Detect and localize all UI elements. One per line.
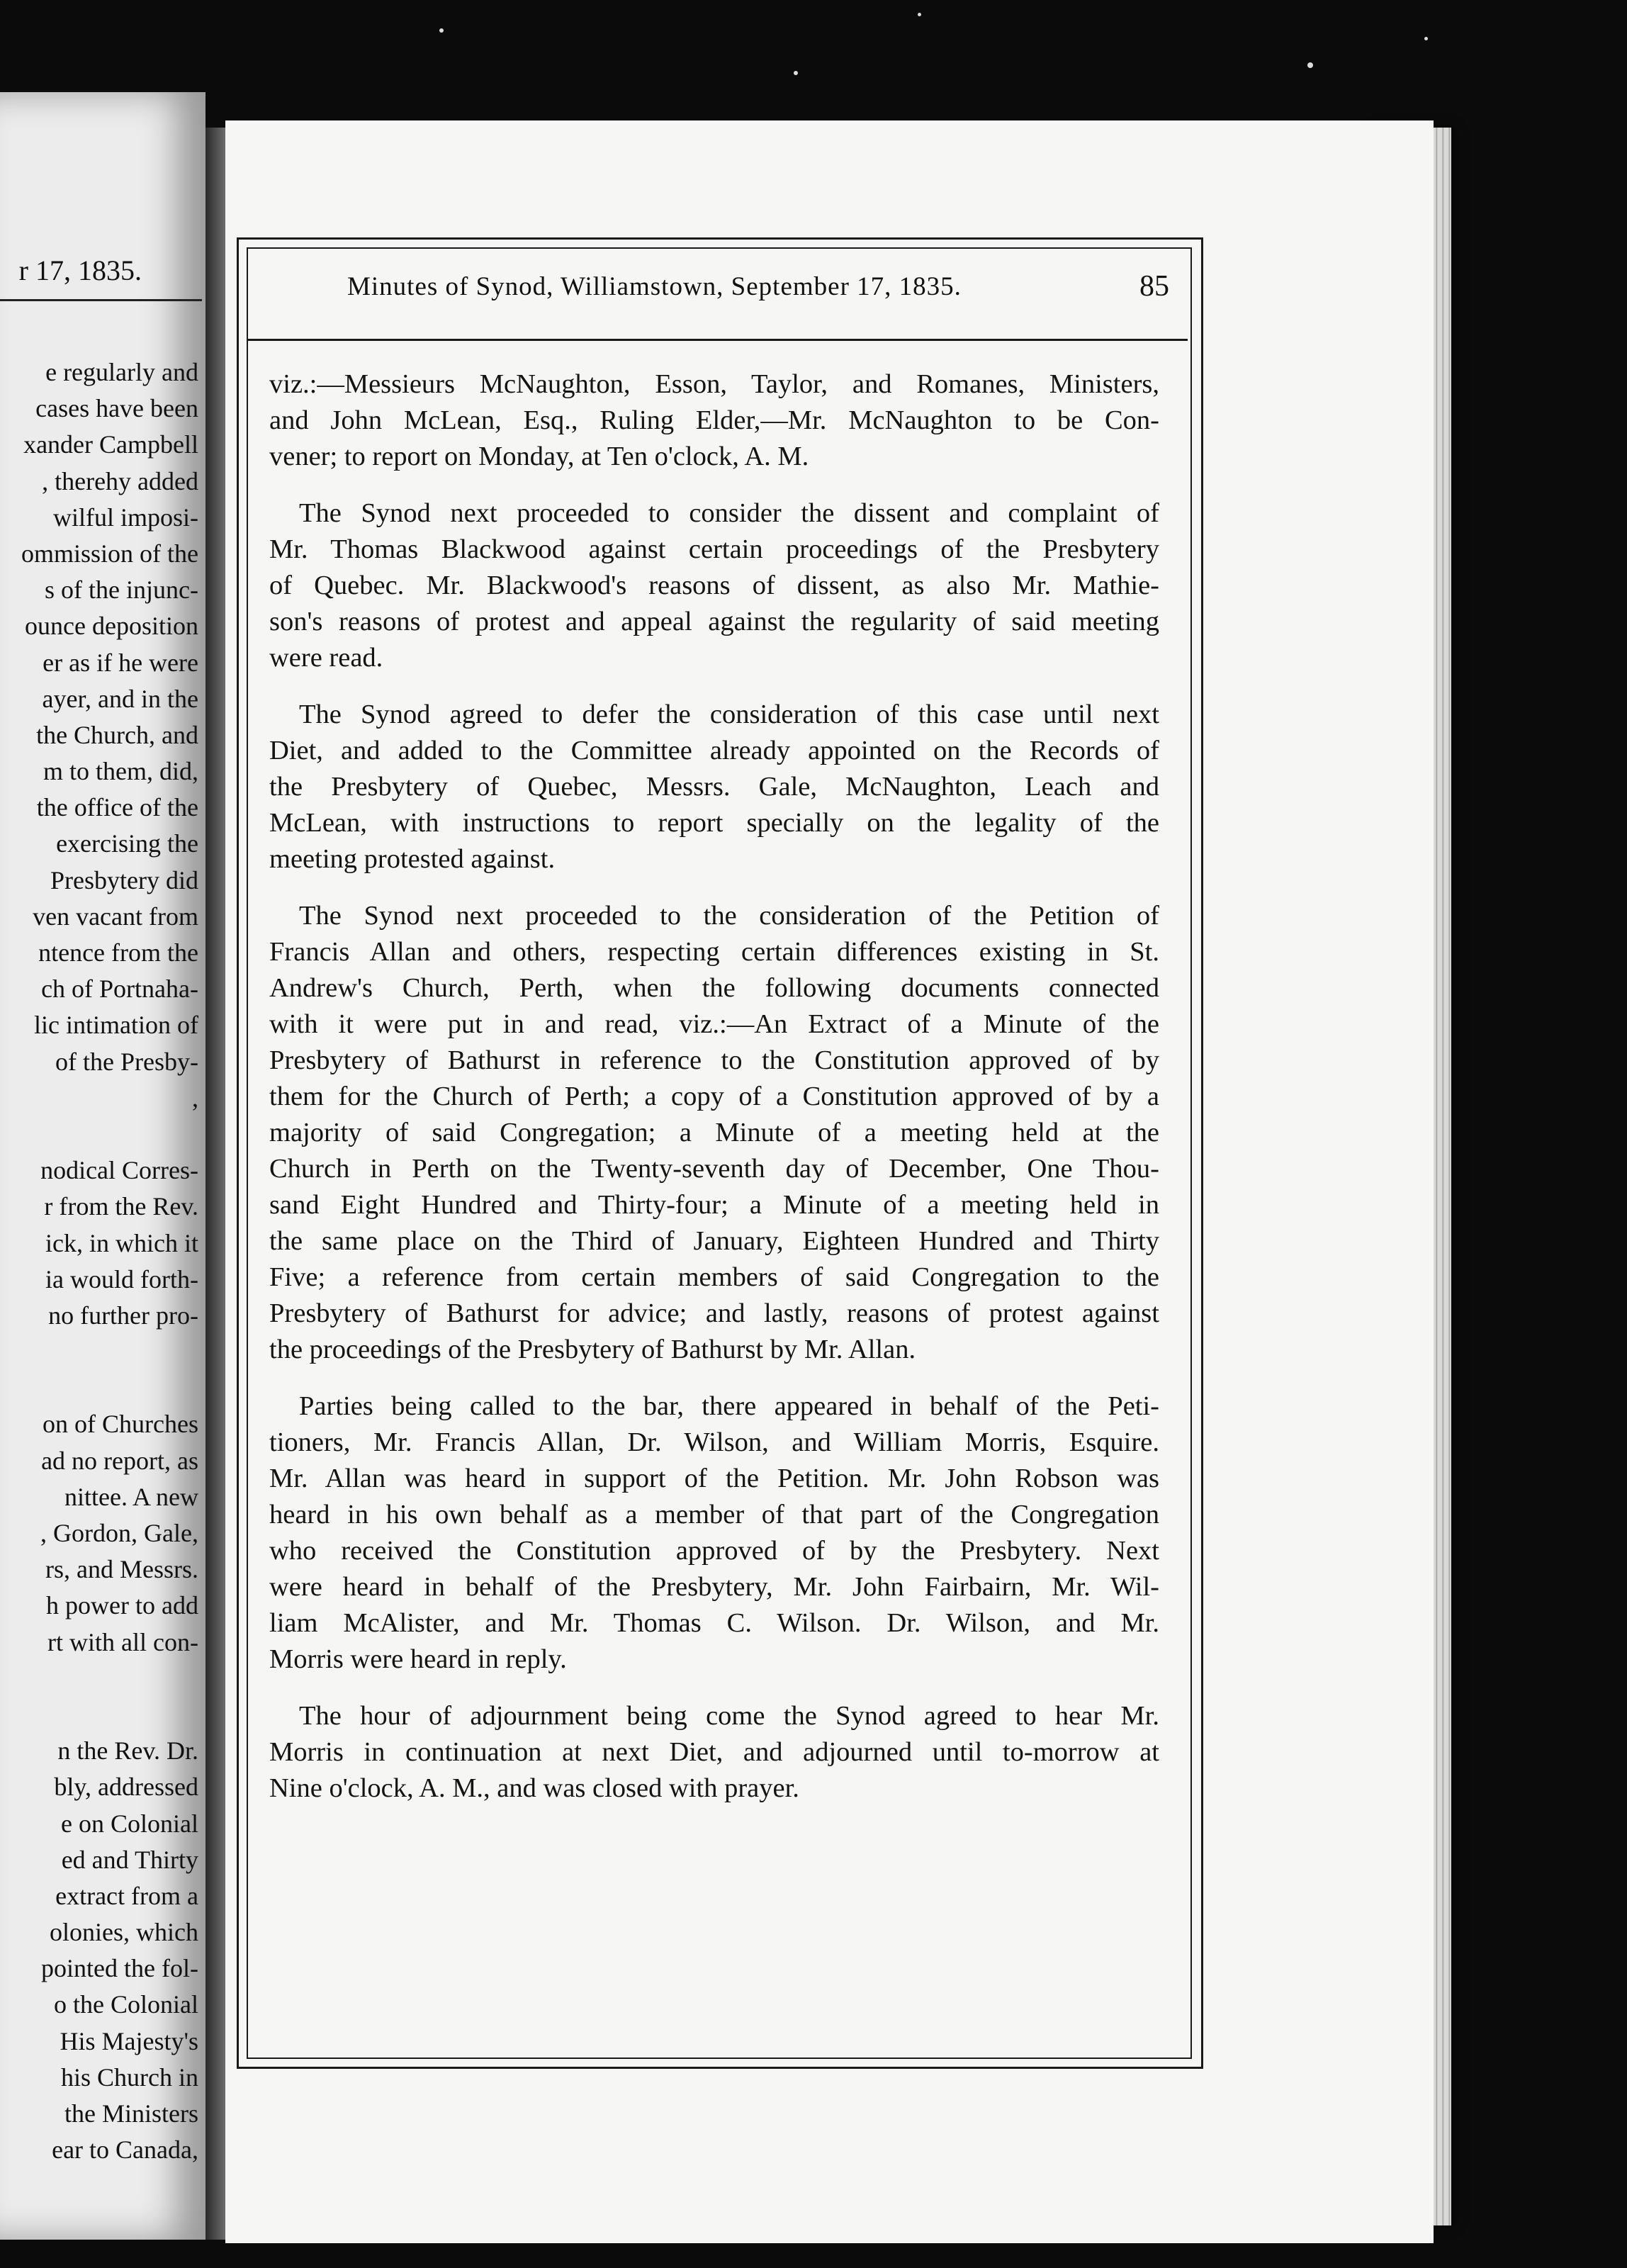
text-line: The Synod next proceeded to the consideration of the Petition of [299,901,1159,931]
text-line: The Synod next proceeded to consider the dissent and complaint of [299,498,1159,528]
running-head: Minutes of Synod, Williamstown, September 17, 1835. [347,272,962,301]
left-page-line [0,1661,198,1697]
left-page-text [0,354,198,2168]
left-page-line: bly, addressed [54,1773,198,1802]
left-page-line: , Gordon, Gale, [40,1519,198,1547]
text-line: were read. [269,643,383,673]
left-page-line: h power to add [46,1591,198,1620]
text-line: The hour of adjournment being come the Synod agreed to hear Mr. [299,1701,1159,1731]
left-page-line: ayer, and in the [42,684,198,713]
text-line: heard in his own behalf as a member of that part of the Congregation [269,1500,1159,1529]
left-page-line: ia would forth- [45,1264,198,1293]
left-page-head-rule [0,299,202,301]
left-page-line: er as if he were [43,648,198,677]
text-line: majority of said Congregation; a Minute of a meeting held at the [269,1118,1159,1147]
text-line: them for the Church of Perth; a copy of a Constitution approved of by a [269,1082,1159,1111]
text-line: Parties being called to the bar, there appeared in behalf of the Peti- [299,1391,1159,1421]
left-page-line: ear to Canada, [52,2135,198,2165]
text-line: and John McLean, Esq., Ruling Elder,—Mr. McNaughton to be Con- [269,405,1159,435]
left-page-line: ntence from the [38,938,198,967]
left-page-line: n the Rev. Dr. [57,1736,198,1765]
left-page-line: , [192,1083,198,1112]
left-page-running-head: r 17, 1835. [18,254,142,286]
text-line: sand Eight Hundred and Thirty-four; a Minute of a meeting held in [269,1190,1159,1220]
text-line: tioners, Mr. Francis Allan, Dr. Wilson, and William Morris, Esquire. [269,1427,1159,1457]
text-line: Five; a reference from certain members of said Congregation to the [269,1262,1159,1292]
paragraph [269,898,1159,1368]
left-page-line: exercising the [56,829,198,858]
text-line: Presbytery of Bathurst for advice; and lastly, reasons of protest against [269,1298,1159,1328]
left-page-line: xander Campbell [23,430,198,459]
left-page-line: of the Presby- [55,1047,198,1076]
left-page-line: rs, and Messrs. [45,1555,198,1584]
left-page-line: His Majesty's [60,2026,198,2055]
left-facing-page [0,92,206,2240]
text-line: Diet, and added to the Committee already appointed on the Records of [269,736,1159,765]
text-line: son's reasons of protest and appeal against the regularity of said meeting [269,607,1159,636]
text-line: viz.:—Messieurs McNaughton, Esson, Taylor, and Romanes, Ministers, [269,369,1159,399]
left-page-line: the Church, and [36,720,198,749]
left-page-line: the office of the [36,793,198,822]
text-line: Church in Perth on the Twenty-seventh day of December, One Thou- [269,1154,1159,1184]
text-line: who received the Constitution approved of by the Presbytery. Next [269,1536,1159,1566]
left-page-line: e regularly and [45,358,198,386]
text-line: with it were put in and read, viz.:—An Extract of a Minute of the [269,1009,1159,1039]
left-page-line [0,1334,198,1370]
left-page-line: ven vacant from [33,902,198,931]
left-page-line: ed and Thirty [61,1845,198,1874]
text-line: meeting protested against. [269,844,556,874]
left-page-line: e on Colonial [61,1809,198,1838]
left-page-line: rt with all con- [47,1627,198,1656]
left-page-line: ounce deposition [25,612,198,641]
left-page-line: no further pro- [48,1301,198,1330]
text-line: Mr. Thomas Blackwood against certain proceedings of the Presbytery [269,534,1159,564]
left-page-line: ad no report, as [41,1446,198,1475]
text-line: Morris in continuation at next Diet, and adjourned until to-morrow at [269,1737,1159,1767]
text-line: Francis Allan and others, respecting certain differences existing in St. [269,937,1159,967]
paragraph [269,495,1159,676]
left-page-line: m to them, did, [43,757,198,786]
left-page-line: nittee. A new [64,1482,198,1511]
left-page-line: cases have been [35,394,198,423]
text-line: vener; to report on Monday, at Ten o'clock, A. M. [269,442,809,471]
left-page-line: Presbytery did [50,865,198,894]
text-line: Presbytery of Bathurst in reference to the Constitution approved of by [269,1045,1159,1075]
left-page-line [0,1697,198,1733]
paragraph [269,697,1159,877]
text-line: Andrew's Church, Perth, when the following documents connected [269,973,1159,1003]
left-page-line: pointed the fol- [41,1954,198,1983]
text-line: the same place on the Third of January, Eighteen Hundred and Thirty [269,1226,1159,1256]
left-page-line: his Church in [61,2062,198,2092]
text-line: of Quebec. Mr. Blackwood's reasons of dissent, as also Mr. Mathie- [269,571,1159,600]
left-page-line: nodical Corres- [40,1156,198,1185]
left-page-line: wilful imposi- [53,503,198,532]
text-line: McLean, with instructions to report specially on the legality of the [269,808,1159,838]
left-page-line: ick, in which it [45,1228,198,1257]
left-page-line: the Ministers [64,2099,198,2128]
paragraph [269,1388,1159,1678]
left-page-line: olonies, which [50,1918,198,1947]
left-page-line: , therehy added [42,466,198,495]
left-page-line: on of Churches [43,1410,198,1439]
left-page-line: o the Colonial [54,1990,198,2019]
left-page-line [0,1116,198,1152]
left-page-line: r from the Rev. [44,1192,198,1221]
left-page-line [0,1370,198,1406]
left-page-line: ch of Portnaha- [41,975,198,1004]
text-line: Nine o'clock, A. M., and was closed with prayer. [269,1773,799,1803]
page-number: 85 [1139,270,1169,303]
text-line: The Synod agreed to defer the consideration of this case until next [299,700,1159,729]
head-rule [248,339,1188,341]
paragraph [269,366,1159,475]
text-line: were heard in behalf of the Presbytery, Mr. John Fairbairn, Mr. Wil- [269,1572,1159,1602]
text-line: Mr. Allan was heard in support of the Petition. Mr. John Robson was [269,1464,1159,1493]
left-page-line: extract from a [55,1881,198,1910]
left-page-line: lic intimation of [34,1011,198,1040]
left-page-line: ommission of the [21,539,198,568]
text-line: liam McAlister, and Mr. Thomas C. Wilson. Dr. Wilson, and Mr. [269,1608,1159,1638]
text-line: the proceedings of the Presbytery of Bathurst by Mr. Allan. [269,1335,916,1364]
left-page-line: s of the injunc- [45,576,198,605]
paragraph [269,1698,1159,1807]
minutes-text [269,366,1159,1827]
text-line: Morris were heard in reply. [269,1644,567,1674]
text-line: the Presbytery of Quebec, Messrs. Gale, McNaughton, Leach and [269,772,1159,802]
